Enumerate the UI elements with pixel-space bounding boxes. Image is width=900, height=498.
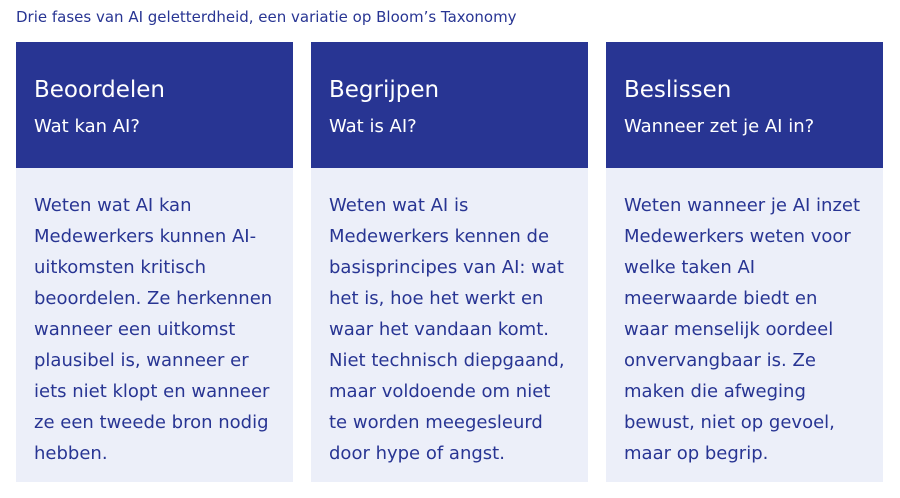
card-body-text: Weten wat AI kan Medewerkers kunnen AI-uitkomsten kritisch beoordelen. Ze herkennen wanneer een uitkomst plausibel is, wanneer er iets niet klopt en wanneer ze een tweede bron nodig hebben.	[16, 168, 293, 482]
card-title: Begrijpen	[329, 77, 440, 103]
card-header	[311, 42, 588, 168]
card-beoordelen	[16, 42, 293, 482]
phase-cards	[16, 42, 885, 482]
card-subtitle: Wat is AI?	[329, 116, 417, 137]
card-beslissen	[606, 42, 883, 482]
page-caption: Drie fases van AI geletterdheid, een variatie op Bloom’s Taxonomy	[16, 8, 517, 26]
card-begrijpen	[311, 42, 588, 482]
card-header	[606, 42, 883, 168]
card-subtitle: Wanneer zet je AI in?	[624, 116, 815, 137]
card-body-text: Weten wanneer je AI inzet Medewerkers weten voor welke taken AI meerwaarde biedt en waar menselijk oordeel onvervangbaar is. Ze maken die afweging bewust, niet op gevoel, maar op begrip.	[606, 168, 883, 482]
card-title: Beoordelen	[34, 77, 165, 103]
card-header	[16, 42, 293, 168]
card-title: Beslissen	[624, 77, 732, 103]
card-subtitle: Wat kan AI?	[34, 116, 140, 137]
card-body-text: Weten wat AI is Medewerkers kennen de basisprincipes van AI: wat het is, hoe het werkt en waar het vandaan komt. Niet technisch diepgaand, maar voldoende om niet te worden meegesleurd door hype of angst.	[311, 168, 588, 482]
